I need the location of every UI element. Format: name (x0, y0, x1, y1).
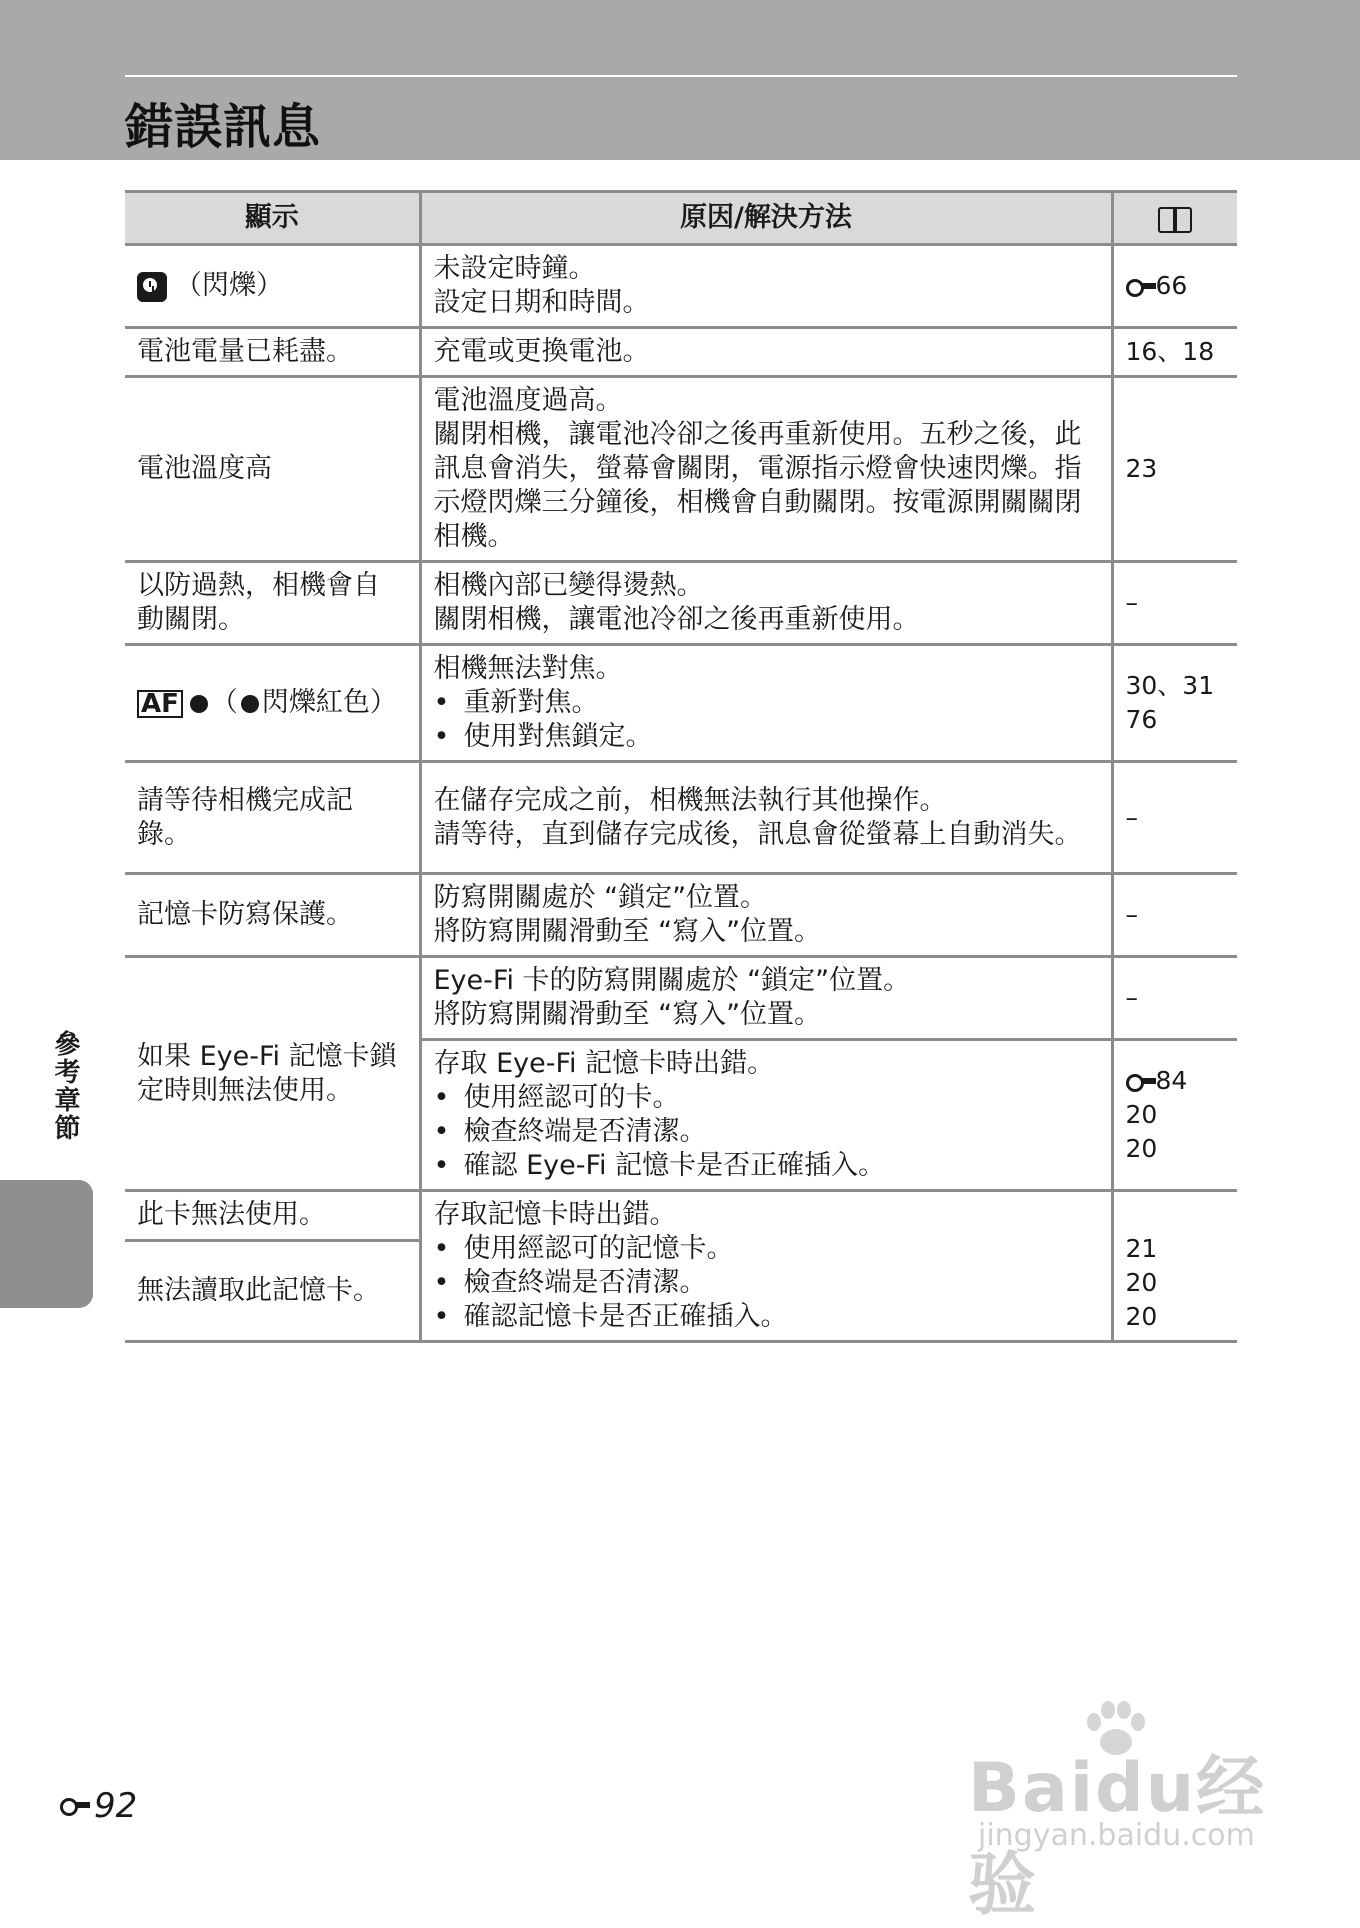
bullet-item: • 使用經認可的記憶卡。 (434, 1232, 1099, 1266)
table-row (125, 562, 1237, 645)
table-row (125, 245, 1237, 328)
bullet-item: • 使用對焦鎖定。 (434, 720, 1099, 754)
reference-cell: – (1112, 562, 1237, 645)
display-cell: 電池電量已耗盡。 (125, 328, 420, 377)
reference-cell: – (1112, 762, 1237, 874)
solution-cell: 相機無法對焦。 • 重新對焦。 • 使用對焦鎖定。 (420, 645, 1112, 762)
column-header-reference (1112, 192, 1237, 245)
display-cell: 記憶卡防寫保護。 (125, 874, 420, 957)
table-row (125, 957, 1237, 1040)
solution-cell: 未設定時鐘。 設定日期和時間。 (420, 245, 1112, 328)
header-rule (125, 75, 1237, 77)
watermark (968, 1700, 1288, 1925)
reference-cell: 84 20 20 (1112, 1040, 1237, 1191)
reference-cell: – (1112, 874, 1237, 957)
dot-icon (241, 695, 259, 713)
display-cell: 請等待相機完成記錄。 (125, 762, 420, 874)
error-message-table (125, 190, 1237, 1343)
reference-icon (60, 1797, 90, 1815)
reference-icon (1126, 1073, 1156, 1091)
display-cell: 以防過熱，相機會自動關閉。 (125, 562, 420, 645)
reference-icon (1126, 278, 1156, 296)
bullet-item: • 檢查終端是否清潔。 (434, 1115, 1099, 1149)
bullet-item: • 確認記憶卡是否正確插入。 (434, 1300, 1099, 1334)
reference-cell: – (1112, 957, 1237, 1040)
book-icon (1158, 207, 1192, 231)
display-cell: 如果 Eye-Fi 記憶卡鎖定時則無法使用。 (125, 957, 420, 1191)
chapter-side-tab[interactable] (0, 1180, 93, 1308)
bullet-item: • 重新對焦。 (434, 686, 1099, 720)
reference-cell: 21 20 20 (1112, 1191, 1237, 1342)
solution-cell: 存取記憶卡時出錯。 • 使用經認可的記憶卡。 • 檢查終端是否清潔。 • 確認記憶卡是否正確插入。 (420, 1191, 1112, 1342)
display-cell: AF （ 閃爍紅色） (125, 645, 420, 762)
solution-cell: 防寫開關處於 “鎖定”位置。 將防寫開關滑動至 “寫入”位置。 (420, 874, 1112, 957)
watermark-main-text: Baidu经验 (968, 1749, 1267, 1925)
watermark-url: jingyan.baidu.com (978, 1818, 1255, 1853)
table-header-row (125, 192, 1237, 245)
page-title: 錯誤訊息 (125, 99, 322, 155)
table-row (125, 328, 1237, 377)
column-header-solution: 原因/解決方法 (420, 192, 1112, 245)
bullet-item: • 確認 Eye-Fi 記憶卡是否正確插入。 (434, 1149, 1099, 1183)
solution-cell: 存取 Eye-Fi 記憶卡時出錯。 • 使用經認可的卡。 • 檢查終端是否清潔。 • 確認 Eye-Fi 記憶卡是否正確插入。 (420, 1040, 1112, 1191)
table-row (125, 377, 1237, 562)
page-number: 92 (60, 1786, 137, 1826)
table-row (125, 762, 1237, 874)
table-row (125, 1191, 1237, 1241)
display-cell: 無法讀取此記憶卡。 (125, 1240, 420, 1341)
solution-cell: Eye-Fi 卡的防寫開關處於 “鎖定”位置。 將防寫開關滑動至 “寫入”位置。 (420, 957, 1112, 1040)
display-cell: （閃爍） (125, 245, 420, 328)
clock-icon (137, 272, 167, 302)
solution-cell: 在儲存完成之前，相機無法執行其他操作。 請等待，直到儲存完成後，訊息會從螢幕上自動消失。 (420, 762, 1112, 874)
display-cell: 此卡無法使用。 (125, 1191, 420, 1241)
reference-cell: 23 (1112, 377, 1237, 562)
chapter-side-label: 參考章節 (50, 1030, 80, 1142)
bullet-item: • 檢查終端是否清潔。 (434, 1266, 1099, 1300)
dot-icon (190, 695, 208, 713)
column-header-display: 顯示 (125, 192, 420, 245)
solution-cell: 電池溫度過高。 關閉相機，讓電池冷卻之後再重新使用。五秒之後，此訊息會消失，螢幕會關閉，電源指示燈會快速閃爍。指示燈閃爍三分鐘後，相機會自動關閉。按電源開關關閉相機。 (420, 377, 1112, 562)
reference-cell: 16、18 (1112, 328, 1237, 377)
solution-cell: 相機內部已變得燙熱。 關閉相機，讓電池冷卻之後再重新使用。 (420, 562, 1112, 645)
table-row (125, 645, 1237, 762)
bullet-item: • 使用經認可的卡。 (434, 1081, 1099, 1115)
af-icon: AF (137, 690, 183, 718)
table-row (125, 874, 1237, 957)
reference-cell: 30、31 76 (1112, 645, 1237, 762)
solution-cell: 充電或更換電池。 (420, 328, 1112, 377)
reference-cell: 66 (1112, 245, 1237, 328)
display-cell: 電池溫度高 (125, 377, 420, 562)
